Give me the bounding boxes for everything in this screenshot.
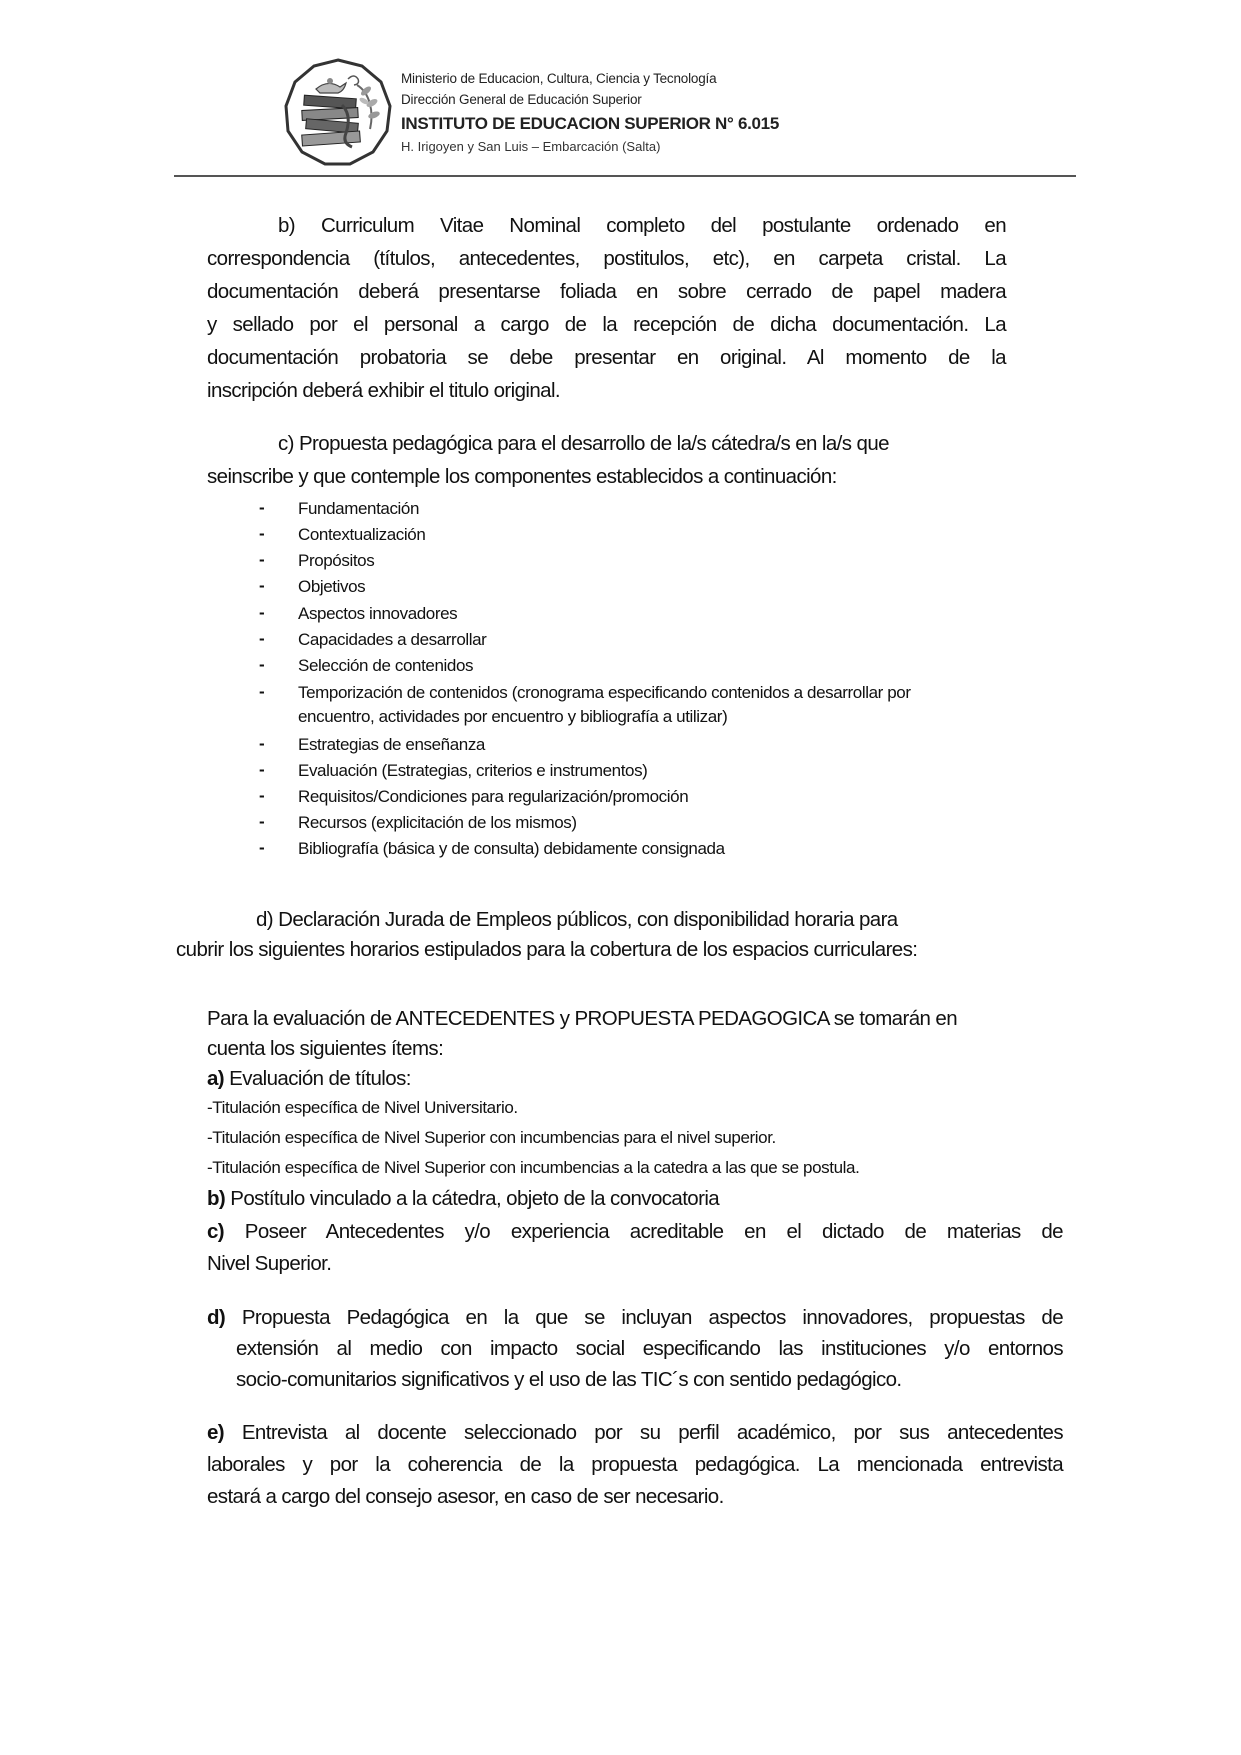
section-d-line: d) Declaración Jurada de Empleos públicos, con disponibilidad horaria para [256, 908, 898, 931]
criterion-b [207, 1187, 719, 1211]
section-c-line: seinscribe y que contemple los componentes establecidos a continuación: [207, 465, 837, 488]
criterion-e-label: e) [207, 1421, 225, 1444]
criterion-c-label: c) [207, 1220, 225, 1243]
criterion-d-continuation: socio-comunitarios significativos y el uso de las TIC´s con sentido pedagógico. [236, 1368, 902, 1391]
criterion-c [207, 1220, 1063, 1244]
evaluation-intro: Para la evaluación de ANTECEDENTES y PROPUESTA PEDAGOGICA se tomarán en [207, 1007, 958, 1030]
list-item: Contextualización [298, 525, 426, 544]
section-b-line: b) Curriculum Vitae Nominal completo del postulante ordenado en [278, 214, 1006, 237]
criterion-b-text: Postítulo vinculado a la cátedra, objeto de la convocatoria [230, 1187, 720, 1210]
institute-name: INSTITUTO DE EDUCACION SUPERIOR N° 6.015 [401, 114, 779, 133]
criterion-e [207, 1421, 1063, 1445]
list-item: Estrategias de enseñanza [298, 735, 485, 754]
list-item: Bibliografía (básica y de consulta) debidamente consignada [298, 839, 725, 858]
list-item: Recursos (explicitación de los mismos) [298, 813, 577, 832]
list-item: Requisitos/Condiciones para regularización/promoción [298, 787, 689, 806]
section-b-line: y sellado por el personal a cargo de la recepción de dicha documentación. La [207, 313, 1006, 336]
list-item: Selección de contenidos [298, 656, 474, 675]
list-bullet: - [259, 734, 265, 753]
title-item: -Titulación específica de Nivel Superior con incumbencias para el nivel superior. [207, 1128, 776, 1147]
criterion-d-text: Propuesta Pedagógica en la que se incluyan aspectos innovadores, propuestas de [241, 1306, 1063, 1329]
criterion-d-label: d) [207, 1306, 226, 1329]
title-item: -Titulación específica de Nivel Universitario. [207, 1098, 518, 1117]
list-bullet: - [259, 682, 265, 701]
list-bullet: - [259, 812, 265, 831]
section-b-line: correspondencia (títulos, antecedentes, postitulos, etc), en carpeta cristal. La [207, 247, 1006, 270]
list-bullet: - [259, 760, 265, 779]
list-item: Capacidades a desarrollar [298, 630, 487, 649]
directorate-name: Dirección General de Educación Superior [401, 92, 642, 107]
criterion-a-label: a) [207, 1067, 225, 1090]
list-item: Aspectos innovadores [298, 604, 458, 623]
list-item: Fundamentación [298, 499, 420, 518]
section-c-line: c) Propuesta pedagógica para el desarrollo de la/s cátedra/s en la/s que [278, 432, 889, 455]
list-bullet: - [259, 655, 265, 674]
list-bullet: - [259, 786, 265, 805]
institute-address: H. Irigoyen y San Luis – Embarcación (Salta) [401, 139, 661, 154]
list-item: Temporización de contenidos (cronograma especificando contenidos a desarrollar por [298, 683, 911, 702]
list-bullet: - [259, 524, 265, 543]
list-bullet: - [259, 550, 265, 569]
criterion-d [207, 1306, 1063, 1330]
list-bullet: - [259, 498, 265, 517]
institute-logo-icon [282, 57, 394, 167]
criterion-e-text: Entrevista al docente seleccionado por su perfil académico, por sus antecedentes [241, 1421, 1063, 1444]
criterion-c-continuation: Nivel Superior. [207, 1252, 332, 1275]
list-bullet: - [259, 576, 265, 595]
evaluation-intro: cuenta los siguientes ítems: [207, 1037, 444, 1060]
section-b-line: documentación deberá presentarse foliada en sobre cerrado de papel madera [207, 280, 1006, 303]
ministry-name: Ministerio de Educacion, Cultura, Ciencia y Tecnología [401, 71, 717, 86]
criterion-b-label: b) [207, 1187, 226, 1210]
list-bullet: - [259, 603, 265, 622]
criterion-a-text: Evaluación de títulos: [229, 1067, 411, 1090]
criterion-c-text: Poseer Antecedentes y/o experiencia acreditable en el dictado de materias de [244, 1220, 1063, 1243]
criterion-e-continuation: estará a cargo del consejo asesor, en caso de ser necesario. [207, 1485, 724, 1508]
section-b-line: documentación probatoria se debe presentar en original. Al momento de la [207, 346, 1006, 369]
section-d-line: cubrir los siguientes horarios estipulados para la cobertura de los espacios curriculares: [176, 938, 918, 961]
list-bullet: - [259, 629, 265, 648]
list-item: Evaluación (Estrategias, criterios e instrumentos) [298, 761, 648, 780]
criterion-d-continuation: extensión al medio con impacto social especificando las instituciones y/o entornos [236, 1337, 1063, 1360]
title-item: -Titulación específica de Nivel Superior con incumbencias a la catedra a las que se postula. [207, 1158, 860, 1177]
header-divider [174, 175, 1076, 177]
criterion-a [207, 1067, 411, 1091]
list-item-continuation: encuentro, actividades por encuentro y bibliografía a utilizar) [298, 707, 728, 726]
section-b-line: inscripción deberá exhibir el titulo original. [207, 379, 560, 402]
list-bullet: - [259, 838, 265, 857]
list-item: Propósitos [298, 551, 375, 570]
list-item: Objetivos [298, 577, 366, 596]
criterion-e-continuation: laborales y por la coherencia de la propuesta pedagógica. La mencionada entrevista [207, 1453, 1063, 1476]
